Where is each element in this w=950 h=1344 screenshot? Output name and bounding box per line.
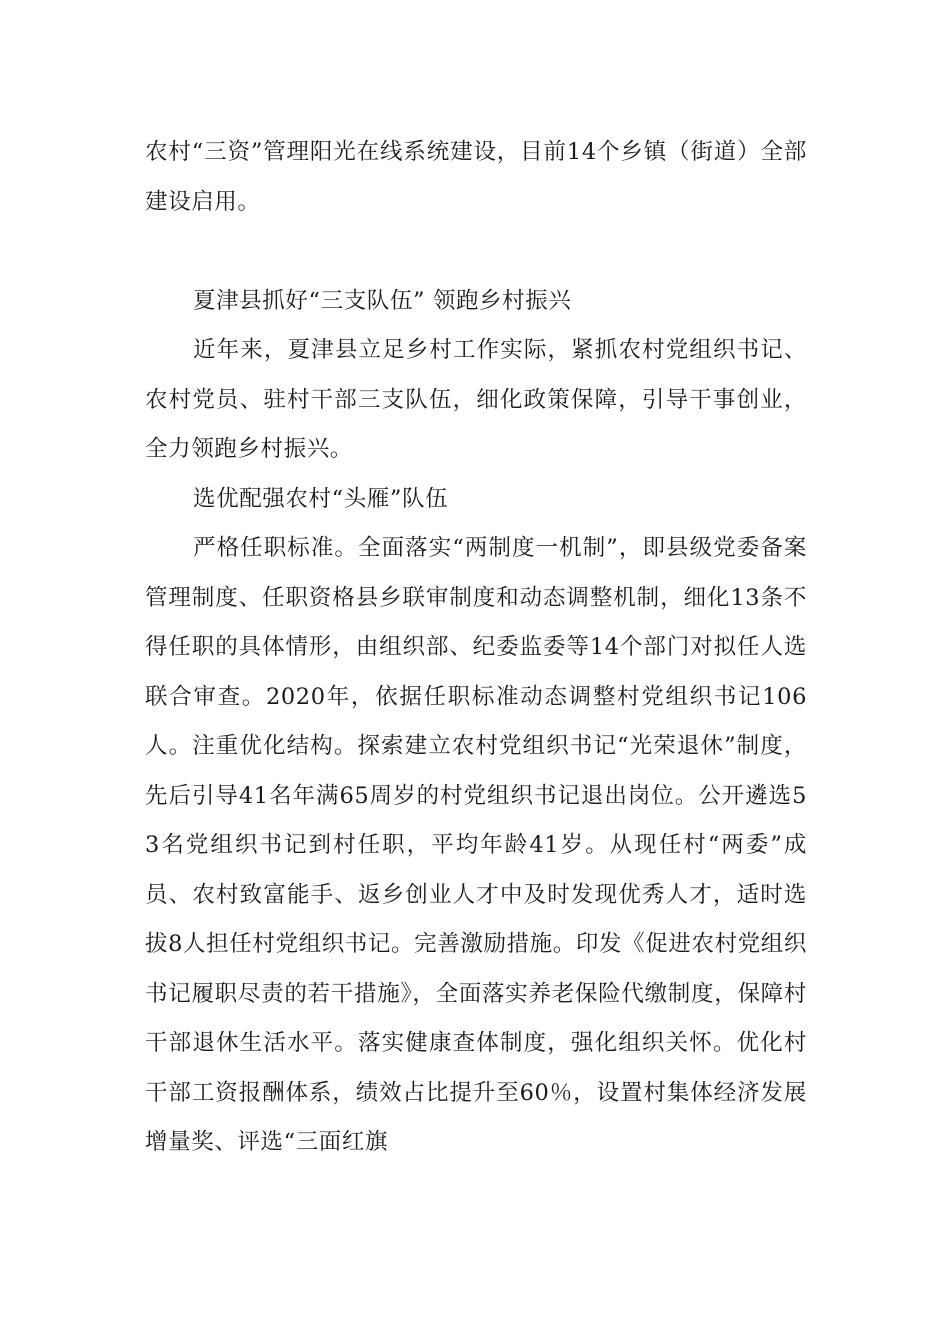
paragraph-intro: 近年来，夏津县立足乡村工作实际，紧抓农村党组织书记、农村党员、驻村干部三支队伍，细化政策保障，引导干事创业，全力领跑乡村振兴。: [145, 337, 807, 462]
article-title: 夏津县抓好“三支队伍” 领跑乡村振兴: [193, 287, 572, 314]
document-body: [145, 128, 807, 1168]
section-heading: 选优配强农村“头雁”队伍: [193, 485, 449, 512]
paragraph-body: 严格任职标准。全面落实“两制度一机制”，即县级党委备案管理制度、任职资格县乡联审制度和动态调整机制，细化13条不得任职的具体情形，由组织部、纪委监委等14个部门对拟任人选联合审查。2020年，依据任职标准动态调整村党组织书记106人。注重优化结构。探索建立农村党组织书记“光荣退休”制度，先后引导41名年满65周岁的村党组织书记退出岗位。公开遴选53名党组织书记到村任职，平均年龄41岁。从现任村“两委”成员、农村致富能手、返乡创业人才中及时发现优秀人才，适时选拔8人担任村党组织书记。完善激励措施。印发《促进农村党组织书记履职尽责的若干措施》，全面落实养老保险代缴制度，保障村干部退休生活水平。落实健康查体制度，强化组织关怀。优化村干部工资报酬体系，绩效占比提升至60％，设置村集体经济发展增量奖、评选“三面红旗: [145, 535, 807, 1155]
paragraph-continuation: 农村“三资”管理阳光在线系统建设，目前14个乡镇（街道）全部建设启用。: [145, 139, 807, 215]
